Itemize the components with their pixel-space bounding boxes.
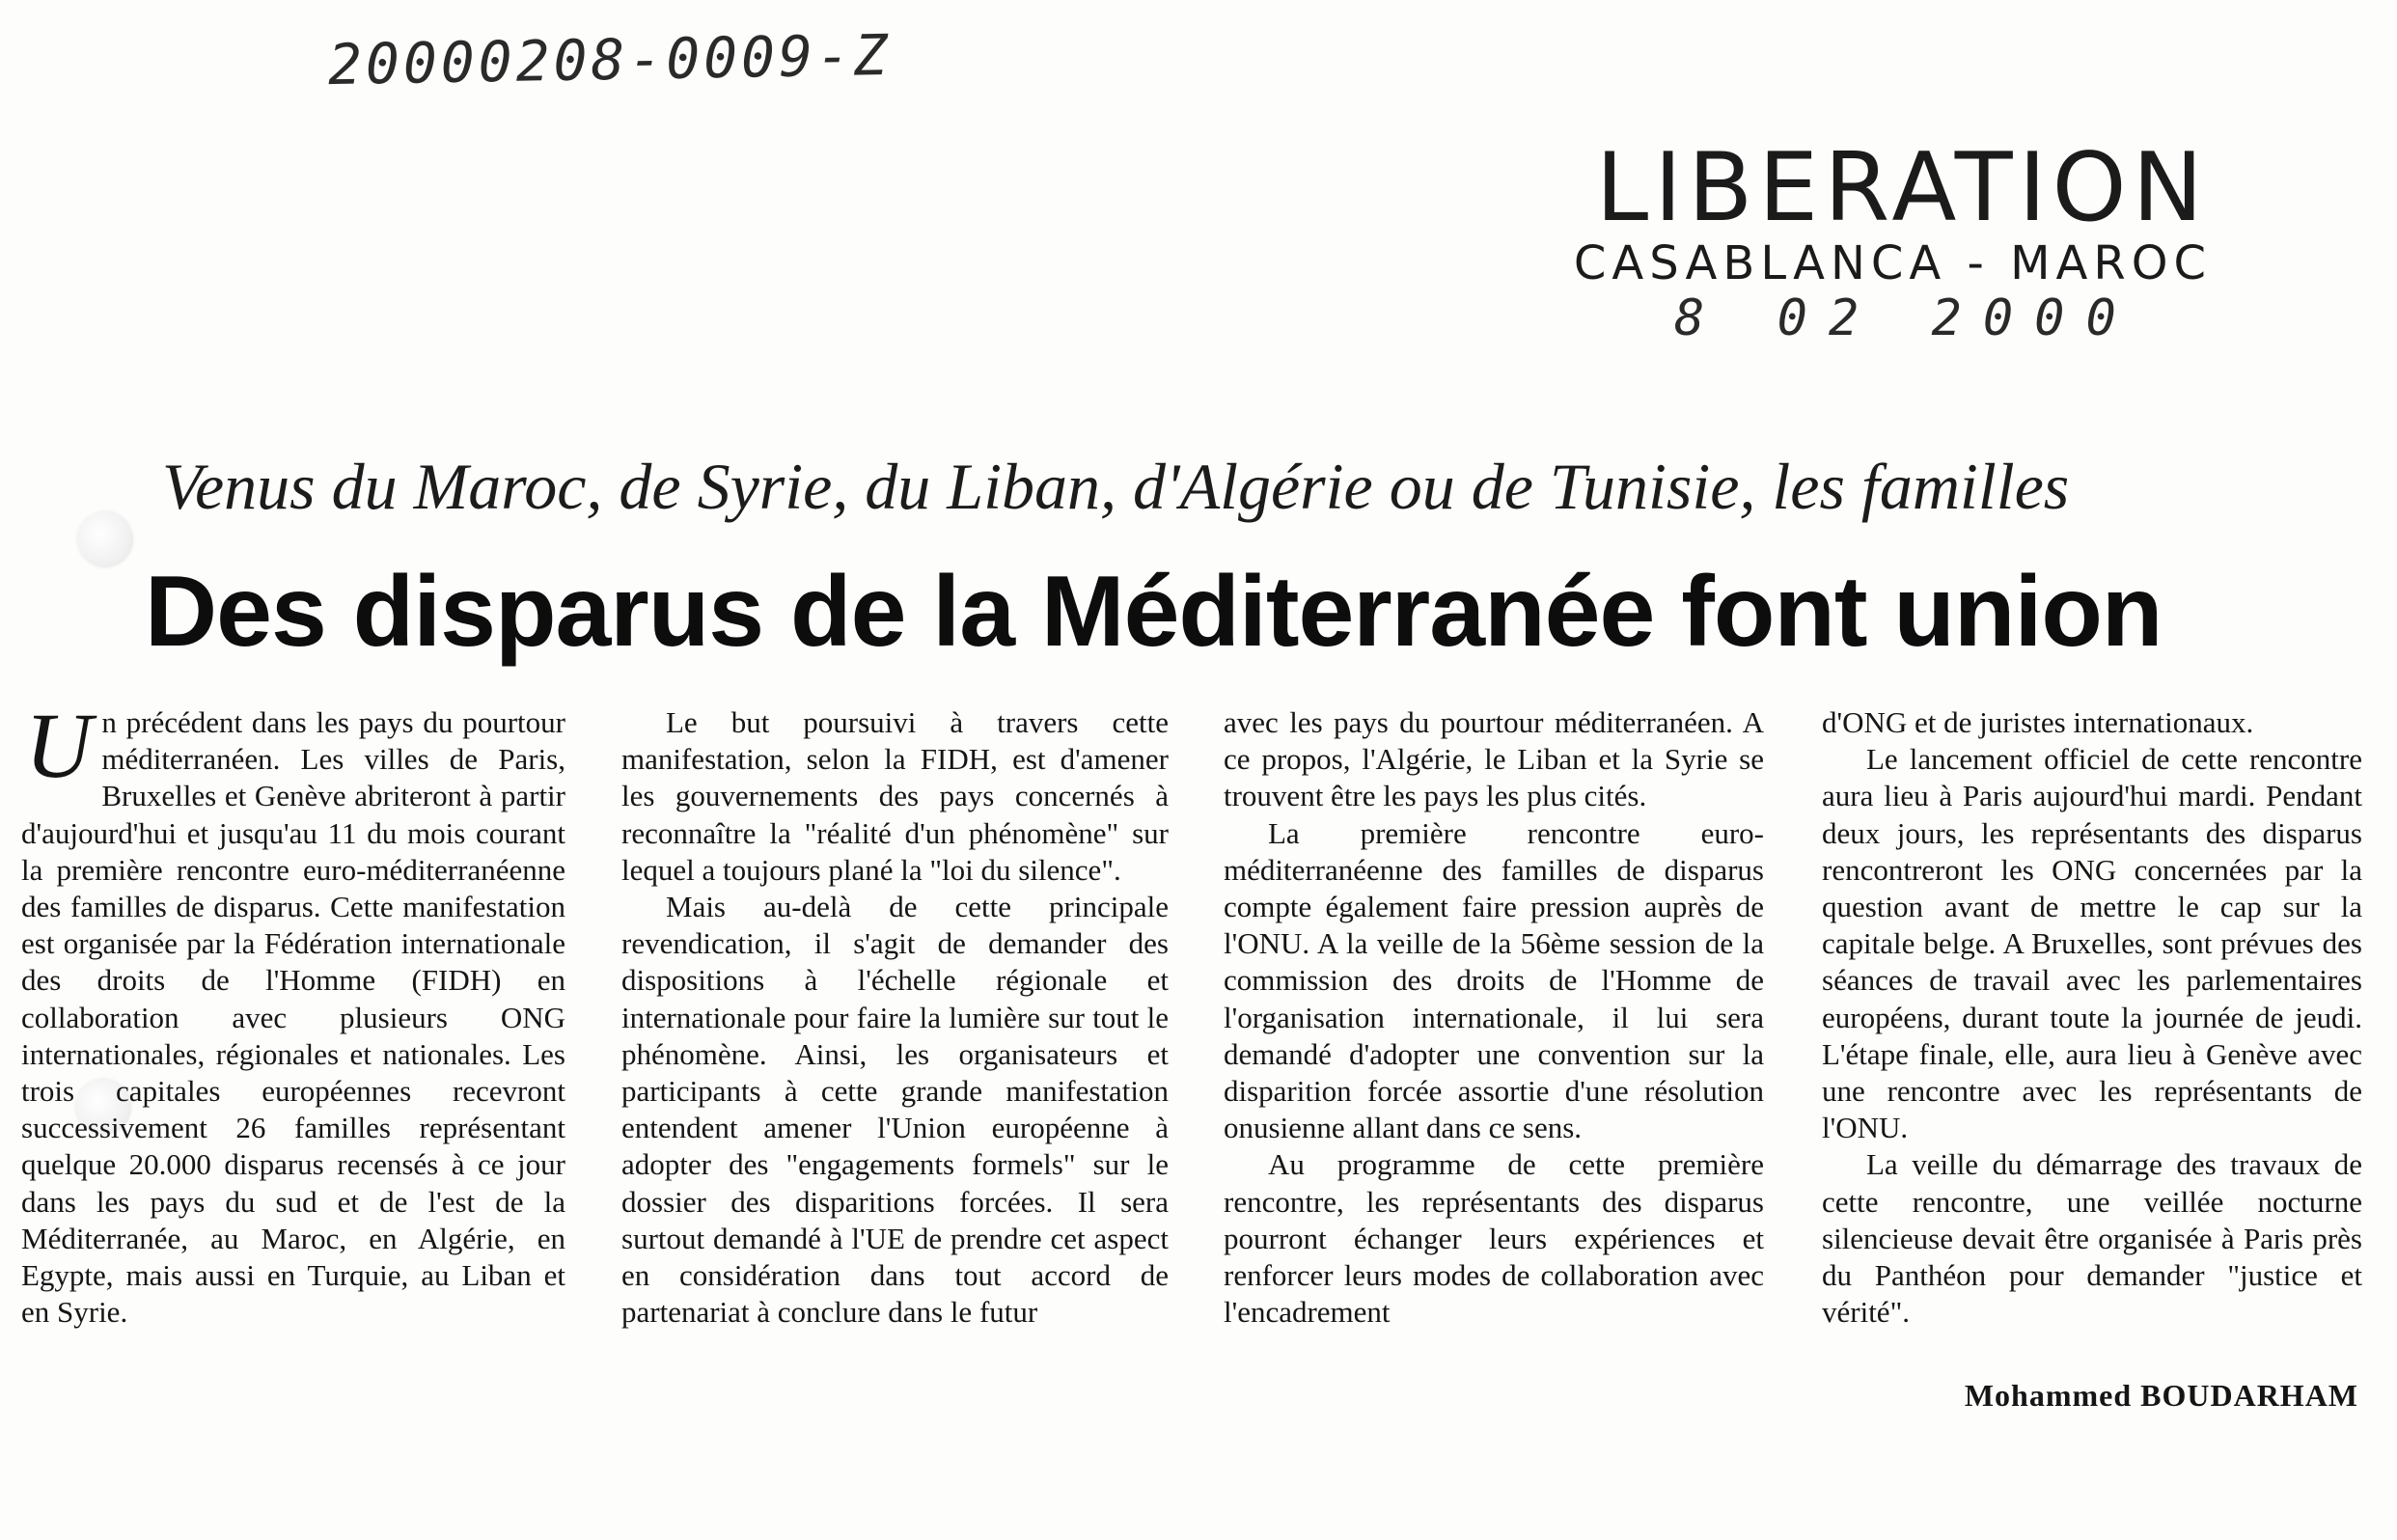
- article-column-3: [1224, 704, 1764, 1331]
- article-kicker: Venus du Maroc, de Syrie, du Liban, d'Algérie ou de Tunisie, les familles: [162, 450, 2070, 523]
- article-headline: Des disparus de la Méditerranée font union: [145, 556, 2163, 668]
- masthead-place: CASABLANCA - MAROC: [1573, 236, 2212, 290]
- article-column-2: [621, 704, 1169, 1331]
- article-paragraph: La veille du démarrage des travaux de cette rencontre, une veillée nocturne silencieuse devait être organisée à Paris près du Panthéon pour demander "justice et vérité".: [1822, 1147, 2362, 1330]
- masthead-title: LIBERATION: [1595, 133, 2209, 243]
- article-column-1: [21, 694, 565, 1331]
- article-paragraph: Le but poursuivi à travers cette manifestation, selon la FIDH, est d'amener les gouvernements des pays concernés à reconnaître la "réalité d'un phénomène" sur lequel a toujours plané la "loi du silence".: [621, 705, 1169, 887]
- article-paragraph: d'ONG et de juristes internationaux.: [1822, 705, 2254, 739]
- article-paragraph: Mais au-delà de cette principale revendication, il s'agit de demander des dispositions à l'échelle régionale et internationale pour faire la lumière sur tout le phénomène. Ainsi, les organisateurs et participants à cette grande manifestation entendent amener l'Union européenne à adopter des "engagements formels" sur le dossier des disparitions forcées. Il sera surtout demandé à l'UE de prendre cet aspect en considération dans tout accord de partenariat à conclure dans le futur: [621, 890, 1169, 1330]
- article-paragraph: La première rencontre euro-méditerranéenne des familles de disparus compte également faire pression auprès de l'ONU. A la veille de la 56ème session de la commission des droits de l'Homme de l'organisation internationale, il lui sera demandé d'adopter une convention sur la disparition forcée assortie d'une résolution onusienne allant dans ce sens.: [1224, 815, 1764, 1145]
- article-paragraph: Le lancement officiel de cette rencontre aura lieu à Paris aujourd'hui mardi. Pendant deux jours, les représentants des disparus rencontreront les ONG concernées par la question avant de mettre le cap sur la capitale belge. A Bruxelles, sont prévues des séances de travail avec les parlementaires européens, durant toute la journée de jeudi. L'étape finale, elle, aura lieu à Genève avec une rencontre avec les représentants de l'ONU.: [1822, 742, 2362, 1145]
- handwritten-date: 8 02 2000: [1674, 289, 2137, 347]
- drop-cap: U: [25, 694, 93, 797]
- article-byline: Mohammed BOUDARHAM: [1964, 1378, 2358, 1413]
- article-paragraph: [21, 694, 565, 1331]
- article-paragraph: Au programme de cette première rencontre, les représentants des disparus pourront échanger leurs expériences et renforcer leurs modes de collaboration avec l'encadrement: [1224, 1147, 1764, 1330]
- punch-hole: [77, 511, 133, 567]
- paragraph-text: n précédent dans les pays du pourtour méditerranéen. Les villes de Paris, Bruxelles et Genève abriteront à partir d'aujourd'hui et jusqu'au 11 du mois courant la première rencontre euro-méditerranéenne des familles de disparus. Cette manifestation est organisée par la Fédération internationale des droits de l'Homme (FIDH) en collaboration avec plusieurs ONG internationales, régionales et nationales. Les trois capitales européennes recevront successivement 26 familles représentant quelque 20.000 disparus recensés à ce jour dans les pays du sud et de l'est de la Méditerranée, au Maroc, en Algérie, en Egypte, mais aussi en Turquie, au Liban et en Syrie.: [21, 705, 565, 1330]
- article-paragraph: avec les pays du pourtour méditerranéen. A ce propos, l'Algérie, le Liban et la Syrie se trouvent être les pays les plus cités.: [1224, 705, 1764, 813]
- handwritten-reference-number: 20000208-0009-Z: [327, 21, 893, 98]
- article-column-4: [1822, 704, 2362, 1331]
